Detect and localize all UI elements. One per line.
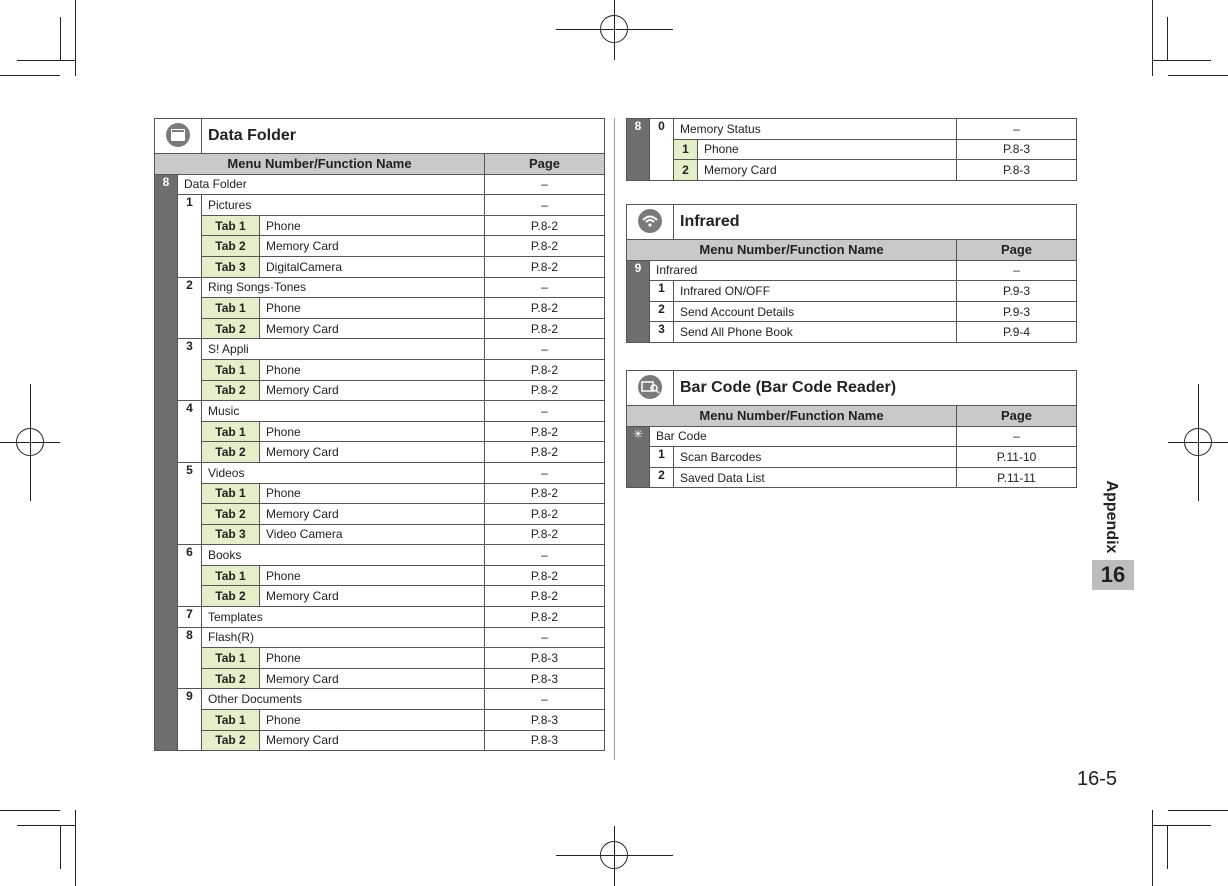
function-name: Send Account Details	[674, 301, 957, 322]
table-row	[155, 442, 605, 463]
function-name: Saved Data List	[674, 467, 957, 488]
table-row	[627, 139, 1077, 160]
page-ref: –	[485, 462, 605, 483]
menu-column-header: Menu Number/Function Name	[627, 406, 957, 427]
table-row	[155, 524, 605, 545]
page-ref: P.8-2	[485, 236, 605, 257]
menu-column-header: Menu Number/Function Name	[627, 240, 957, 261]
tab-label: Tab 3	[202, 524, 260, 545]
level2-number: 8	[178, 627, 202, 689]
page-ref: –	[957, 119, 1077, 140]
page-ref: P.8-3	[485, 730, 605, 751]
page-ref: P.8-2	[485, 380, 605, 401]
column-separator	[614, 118, 615, 760]
barcode-table	[626, 370, 1077, 488]
table-row	[155, 236, 605, 257]
infrared-title: Infrared	[674, 205, 1077, 240]
function-name: Pictures	[202, 195, 485, 216]
tab-label: Tab 2	[202, 380, 260, 401]
function-name: Phone	[260, 298, 485, 319]
table-row	[155, 195, 605, 216]
function-name: Infrared ON/OFF	[674, 281, 957, 302]
function-name: Infrared	[650, 260, 957, 281]
level1-number: 8	[627, 119, 650, 181]
table-row	[155, 607, 605, 628]
table-row	[155, 380, 605, 401]
function-name: Books	[202, 545, 485, 566]
table-row	[627, 281, 1077, 302]
function-name: Phone	[260, 215, 485, 236]
level2-number: 4	[178, 401, 202, 463]
page-ref: P.8-2	[485, 483, 605, 504]
page-number: 16-5	[1077, 768, 1118, 790]
item-number: 1	[674, 139, 698, 160]
tab-label: Tab 2	[202, 586, 260, 607]
page-ref: P.8-2	[485, 359, 605, 380]
page-ref: –	[485, 195, 605, 216]
level2-number: 1	[650, 281, 674, 302]
function-name: Templates	[202, 607, 485, 628]
page-ref: –	[957, 260, 1077, 281]
tab-label: Tab 1	[202, 565, 260, 586]
barcode-reader-icon	[627, 371, 674, 406]
table-row	[155, 339, 605, 360]
level2-number: 1	[178, 195, 202, 277]
level2-number: 0	[650, 119, 674, 181]
function-name: Phone	[260, 421, 485, 442]
table-row	[155, 174, 605, 195]
function-name: Bar Code	[650, 426, 957, 447]
tab-label: Tab 1	[202, 215, 260, 236]
level2-number: 1	[650, 447, 674, 468]
table-row	[155, 256, 605, 277]
function-name: Send All Phone Book	[674, 322, 957, 343]
page-ref: P.8-2	[485, 421, 605, 442]
tab-label: Tab 2	[202, 442, 260, 463]
level2-number: 2	[650, 467, 674, 488]
page-ref: P.8-2	[485, 565, 605, 586]
table-row	[627, 467, 1077, 488]
table-row	[627, 426, 1077, 447]
table-row	[155, 483, 605, 504]
page-ref: P.8-2	[485, 318, 605, 339]
tab-label: Tab 1	[202, 359, 260, 380]
barcode-title: Bar Code (Bar Code Reader)	[674, 371, 1077, 406]
table-row	[155, 586, 605, 607]
section-label: Appendix	[1103, 480, 1120, 554]
page-ref: –	[485, 339, 605, 360]
function-name: Phone	[260, 483, 485, 504]
table-row	[155, 710, 605, 731]
level1-number: 9	[627, 260, 650, 342]
level1-number: ✳	[627, 426, 650, 488]
menu-column-header: Menu Number/Function Name	[155, 154, 485, 175]
page-ref: P.8-3	[957, 160, 1077, 181]
page-ref: P.8-2	[485, 607, 605, 628]
item-number: 2	[674, 160, 698, 181]
function-name: Flash(R)	[202, 627, 485, 648]
page-ref: P.8-3	[957, 139, 1077, 160]
function-name: Scan Barcodes	[674, 447, 957, 468]
tab-label: Tab 2	[202, 668, 260, 689]
tab-label: Tab 1	[202, 483, 260, 504]
table-row	[155, 668, 605, 689]
page-ref: –	[957, 426, 1077, 447]
tab-label: Tab 3	[202, 256, 260, 277]
table-row	[155, 504, 605, 525]
level2-number: 6	[178, 545, 202, 607]
tab-label: Tab 1	[202, 648, 260, 669]
memory-status-table	[626, 118, 1077, 181]
data-folder-title: Data Folder	[202, 119, 605, 154]
table-row	[155, 318, 605, 339]
page-ref: P.8-3	[485, 668, 605, 689]
function-name: Memory Card	[698, 160, 957, 181]
table-row	[155, 565, 605, 586]
table-row	[155, 215, 605, 236]
level2-number: 3	[650, 322, 674, 343]
function-name: Memory Card	[260, 504, 485, 525]
page-ref: –	[485, 401, 605, 422]
tab-label: Tab 2	[202, 236, 260, 257]
page-ref: P.8-2	[485, 504, 605, 525]
tab-label: Tab 2	[202, 504, 260, 525]
function-name: Memory Card	[260, 668, 485, 689]
table-row	[155, 462, 605, 483]
page-ref: –	[485, 277, 605, 298]
level2-number: 9	[178, 689, 202, 751]
table-row	[155, 730, 605, 751]
page-ref: P.8-2	[485, 442, 605, 463]
table-row	[627, 447, 1077, 468]
table-row	[155, 545, 605, 566]
table-row	[155, 298, 605, 319]
page-ref: P.9-3	[957, 301, 1077, 322]
level1-number: 8	[155, 174, 178, 751]
table-row	[155, 689, 605, 710]
function-name: DigitalCamera	[260, 256, 485, 277]
page-ref: –	[485, 689, 605, 710]
page-ref: P.8-2	[485, 256, 605, 277]
page-column-header: Page	[957, 406, 1077, 427]
function-name: Ring Songs·Tones	[202, 277, 485, 298]
page-ref: P.8-2	[485, 524, 605, 545]
function-name: Memory Card	[260, 236, 485, 257]
table-row	[627, 119, 1077, 140]
table-row	[627, 322, 1077, 343]
level2-number: 2	[178, 277, 202, 339]
page-ref: –	[485, 545, 605, 566]
infrared-icon	[627, 205, 674, 240]
data-folder-table	[154, 118, 605, 751]
table-row	[155, 648, 605, 669]
tab-label: Tab 1	[202, 421, 260, 442]
page-ref: P.8-2	[485, 215, 605, 236]
function-name: Music	[202, 401, 485, 422]
page-ref: P.11-10	[957, 447, 1077, 468]
tab-label: Tab 2	[202, 730, 260, 751]
table-row	[155, 359, 605, 380]
page-ref: P.8-2	[485, 298, 605, 319]
page-ref: P.9-4	[957, 322, 1077, 343]
page-column-header: Page	[485, 154, 605, 175]
level2-number: 2	[650, 301, 674, 322]
infrared-table	[626, 204, 1077, 343]
function-name: Memory Card	[260, 442, 485, 463]
function-name: Phone	[698, 139, 957, 160]
tab-label: Tab 2	[202, 318, 260, 339]
function-name: Phone	[260, 710, 485, 731]
function-name: Memory Card	[260, 730, 485, 751]
function-name: Videos	[202, 462, 485, 483]
page-ref: P.11-11	[957, 467, 1077, 488]
function-name: Data Folder	[178, 174, 485, 195]
chapter-number: 16	[1092, 560, 1134, 590]
function-name: Phone	[260, 359, 485, 380]
level2-number: 7	[178, 607, 202, 628]
table-row	[627, 260, 1077, 281]
table-row	[627, 160, 1077, 181]
function-name: Memory Card	[260, 586, 485, 607]
function-name: Phone	[260, 565, 485, 586]
section-tab	[1101, 478, 1121, 558]
table-row	[627, 301, 1077, 322]
function-name: Other Documents	[202, 689, 485, 710]
function-name: Video Camera	[260, 524, 485, 545]
tab-label: Tab 1	[202, 298, 260, 319]
function-name: Phone	[260, 648, 485, 669]
table-row	[155, 627, 605, 648]
page-ref: –	[485, 174, 605, 195]
function-name: Memory Status	[674, 119, 957, 140]
data-folder-icon	[155, 119, 202, 154]
page-ref: –	[485, 627, 605, 648]
function-name: S! Appli	[202, 339, 485, 360]
page-column-header: Page	[957, 240, 1077, 261]
page-ref: P.9-3	[957, 281, 1077, 302]
page-ref: P.8-3	[485, 648, 605, 669]
table-row	[155, 277, 605, 298]
function-name: Memory Card	[260, 318, 485, 339]
function-name: Memory Card	[260, 380, 485, 401]
level2-number: 5	[178, 462, 202, 544]
table-row	[155, 401, 605, 422]
page-ref: P.8-2	[485, 586, 605, 607]
level2-number: 3	[178, 339, 202, 401]
tab-label: Tab 1	[202, 710, 260, 731]
table-row	[155, 421, 605, 442]
page-ref: P.8-3	[485, 710, 605, 731]
